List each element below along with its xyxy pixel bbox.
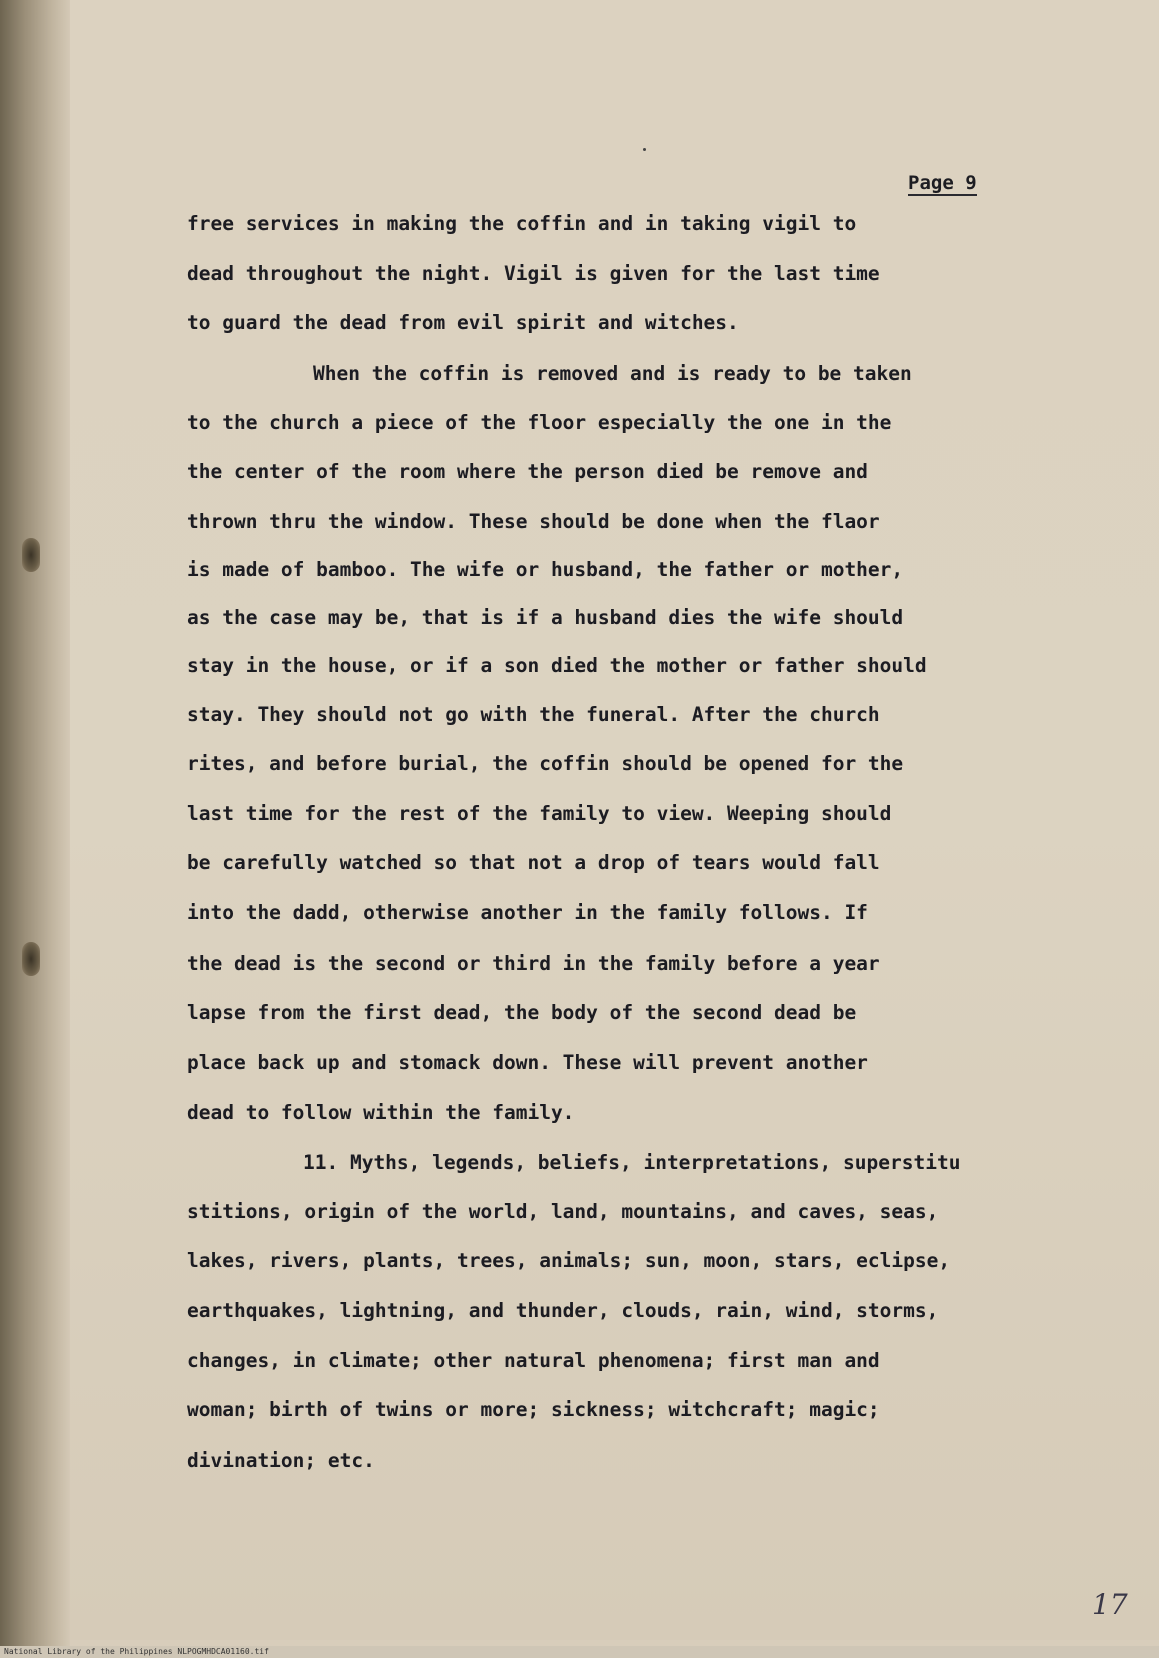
text-line: changes, in climate; other natural phenomena; first man and: [187, 1349, 880, 1372]
handwritten-page-mark: 17: [1092, 1588, 1128, 1621]
text-line: be carefully watched so that not a drop of tears would fall: [187, 851, 880, 874]
text-line: dead to follow within the family.: [187, 1101, 575, 1124]
text-line: into the dadd, otherwise another in the family follows. If: [187, 901, 868, 924]
text-line: When the coffin is removed and is ready to be taken: [313, 362, 912, 385]
scan-footer: National Library of the Philippines NLPOGMHDCA01160.tif: [0, 1646, 1159, 1658]
text-line: place back up and stomack down. These will prevent another: [187, 1051, 868, 1074]
text-line: stitions, origin of the world, land, mountains, and caves, seas,: [187, 1200, 939, 1223]
binding-hole-bottom: [22, 942, 40, 976]
text-line: free services in making the coffin and in taking vigil to: [187, 212, 857, 235]
text-line: 11. Myths, legends, beliefs, interpretations, superstitu: [303, 1151, 961, 1174]
binding-spine: [0, 0, 70, 1658]
text-line: to the church a piece of the floor especially the one in the: [187, 411, 892, 434]
page-number: Page 9: [908, 172, 977, 194]
text-line: as the case may be, that is if a husband dies the wife should: [187, 606, 904, 629]
text-line: the dead is the second or third in the family before a year: [187, 952, 880, 975]
document-page: [70, 0, 1159, 1640]
text-line: is made of bamboo. The wife or husband, the father or mother,: [187, 558, 904, 581]
text-line: last time for the rest of the family to view. Weeping should: [187, 802, 892, 825]
text-line: stay. They should not go with the funeral. After the church: [187, 703, 880, 726]
text-line: woman; birth of twins or more; sickness; witchcraft; magic;: [187, 1398, 880, 1421]
text-line: earthquakes, lightning, and thunder, clouds, rain, wind, storms,: [187, 1299, 939, 1322]
text-line: lapse from the first dead, the body of the second dead be: [187, 1001, 857, 1024]
text-line: the center of the room where the person died be remove and: [187, 460, 868, 483]
text-line: stay in the house, or if a son died the mother or father should: [187, 654, 927, 677]
binding-hole-top: [22, 538, 40, 572]
text-line: dead throughout the night. Vigil is given for the last time: [187, 262, 880, 285]
text-line: lakes, rivers, plants, trees, animals; sun, moon, stars, eclipse,: [187, 1249, 951, 1272]
text-line: divination; etc.: [187, 1449, 375, 1472]
text-line: rites, and before burial, the coffin should be opened for the: [187, 752, 904, 775]
text-line: thrown thru the window. These should be done when the flaor: [187, 510, 880, 533]
text-line: to guard the dead from evil spirit and witches.: [187, 311, 739, 334]
